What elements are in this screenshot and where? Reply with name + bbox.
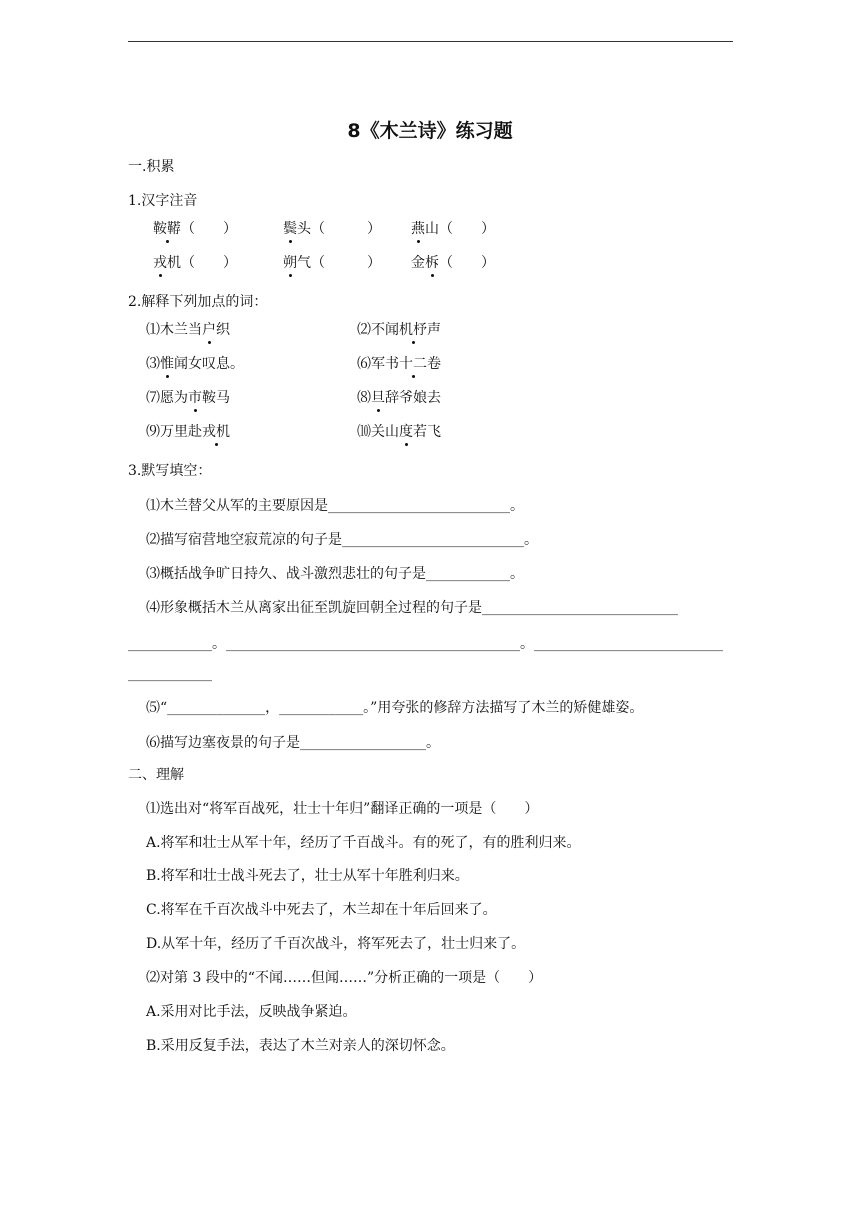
word-item: ⑹军书十二卷 (357, 356, 441, 372)
word-item: ⑵不闻机杼声 (357, 322, 441, 338)
fill-blank-item: ⑴木兰替父从军的主要原因是__________________________。 (146, 498, 524, 514)
fill-blank-item: ⑶概括战争旷日持久、战斗激烈悲壮的句子是____________。 (146, 566, 524, 582)
fill-blank-item: ⑷形象概括木兰从离家出征至凯旋回朝全过程的句子是____________________________ (146, 600, 678, 616)
answer-option: C.将军在千百次战斗中死去了，木兰却在十年后回来了。 (146, 902, 497, 918)
pinyin-item: 朔气（ ） (283, 255, 381, 271)
comprehension-question: ⑴选出对“将军百战死，壮士十年归”翻译正确的一项是（ ） (146, 801, 539, 817)
fill-blank-item: ⑸“______________，____________。”用夸张的修辞方法描写了木兰的矫健雄姿。 (146, 700, 644, 716)
fill-blank-item: ⑹描写边塞夜景的句子是__________________。 (146, 735, 440, 751)
word-item: ⑽关山度若飞 (357, 424, 441, 440)
word-item: ⑺愿为市鞍马 (146, 390, 230, 406)
pinyin-item: 戎机（ ） (153, 255, 237, 271)
word-item: ⑴木兰当户织 (146, 322, 230, 338)
comprehension-question: ⑵对第 3 段中的“不闻……但闻……”分析正确的一项是（ ） (146, 970, 543, 986)
pinyin-item: 鬓头（ ） (283, 221, 381, 237)
word-item: ⑼万里赴戎机 (146, 424, 230, 440)
answer-option: B.采用反复手法，表达了木兰对亲人的深切怀念。 (146, 1038, 455, 1054)
fill-blank-continuation: ____________ (128, 666, 212, 682)
section-heading-comprehension: 二、理解 (128, 767, 184, 783)
section-heading-accumulation: 一.积累 (128, 159, 175, 175)
answer-option: B.将军和壮士战斗死去了，壮士从军十年胜利归来。 (146, 868, 469, 884)
q3-heading: 3.默写填空： (128, 463, 212, 479)
answer-option: A.采用对比手法，反映战争紧迫。 (146, 1004, 357, 1020)
word-item: ⑻旦辞爷娘去 (357, 390, 441, 406)
q1-heading: 1.汉字注音 (128, 193, 198, 209)
pinyin-item: 鞍鞯（ ） (153, 221, 237, 237)
fill-blank-item: ⑵描写宿营地空寂荒凉的句子是__________________________。 (146, 532, 538, 548)
header-rule (128, 41, 733, 42)
pinyin-item: 金柝（ ） (411, 255, 495, 271)
page-title: 8《木兰诗》练习题 (347, 120, 513, 142)
q2-heading: 2.解释下列加点的词： (128, 294, 268, 310)
fill-blank-continuation: ____________。__________________________________________。___________________________ (128, 636, 723, 652)
answer-option: D.从军十年，经历了千百次战斗，将军死去了，壮士归来了。 (146, 936, 526, 952)
pinyin-item: 燕山（ ） (411, 221, 495, 237)
word-item: ⑶惟闻女叹息。 (146, 356, 244, 372)
answer-option: A.将军和壮士从军十年，经历了千百战斗。有的死了，有的胜利归来。 (146, 835, 581, 851)
